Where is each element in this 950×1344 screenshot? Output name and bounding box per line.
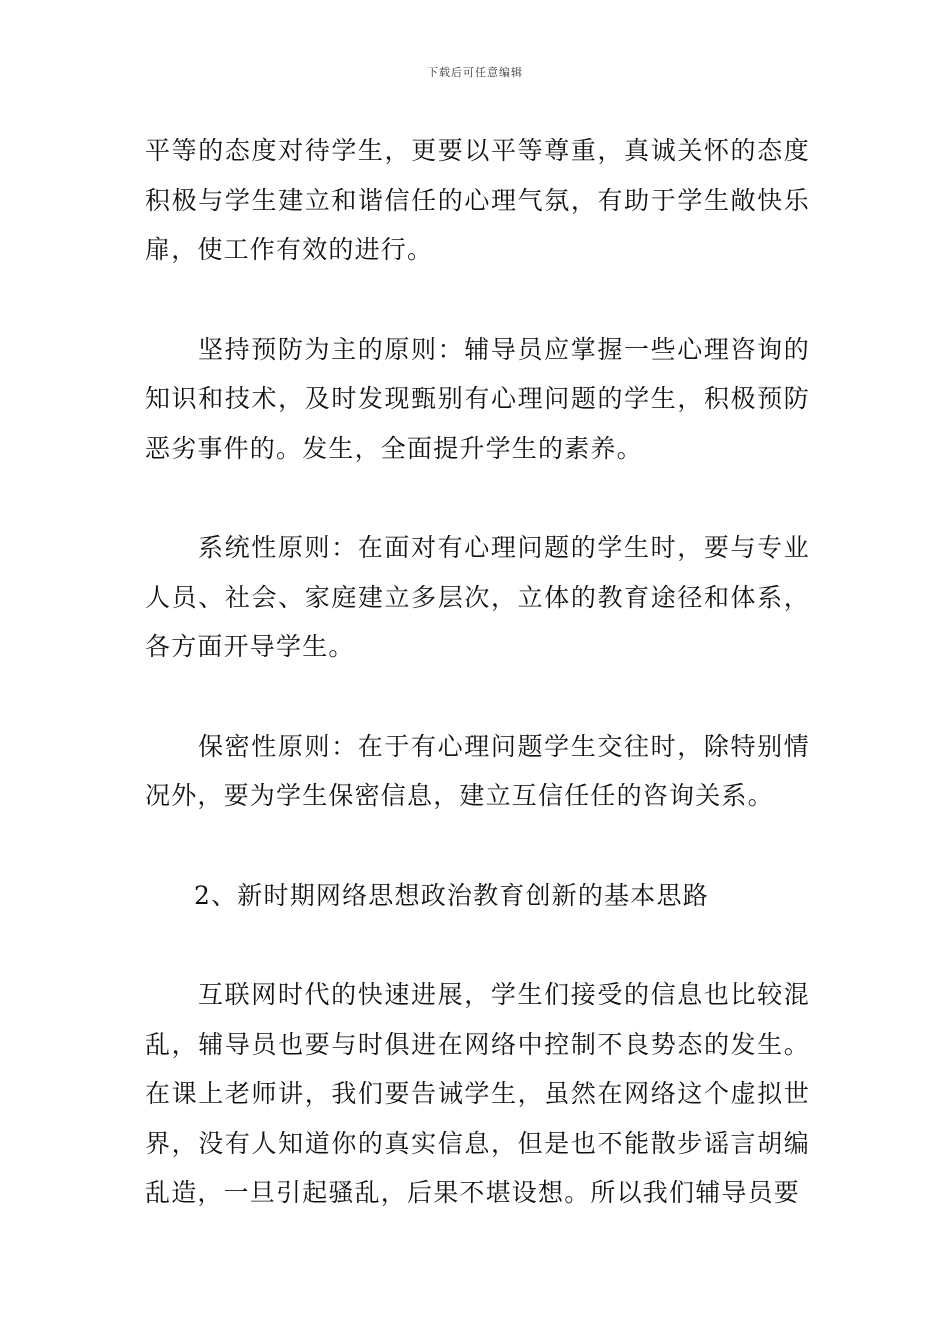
document-body xyxy=(145,126,810,1268)
paragraph-prevention-principle: 坚持预防为主的原则：辅导员应掌握一些心理咨询的知识和技术，及时发现甄别有心理问题的学生，积极预防恶劣事件的。发生，全面提升学生的素养。 xyxy=(145,334,810,463)
section-heading: 2、新时期网络思想政治教育创新的基本思路 xyxy=(194,880,709,910)
paragraph-systematic-principle: 系统性原则：在面对有心理问题的学生时，要与专业人员、社会、家庭建立多层次，立体的教育途径和体系，各方面开导学生。 xyxy=(145,533,810,661)
paragraph-continued: 平等的态度对待学生，更要以平等尊重，真诚关怀的态度积极与学生建立和谐信任的心理气氛，有助于学生敞快乐扉，使工作有效的进行。 xyxy=(145,136,810,264)
paragraph-confidentiality-principle: 保密性原则：在于有心理问题学生交往时，除特别情况外，要为学生保密信息，建立互信任任的咨询关系。 xyxy=(145,731,810,810)
paragraph-internet-era: 互联网时代的快速进展，学生们接受的信息也比较混乱，辅导员也要与时俱进在网络中控制不良势态的发生。在课上老师讲，我们要告诫学生，虽然在网络这个虚拟世界，没有人知道你的真实信息，但是也不能散步谣言胡编乱造，一旦引起骚乱，后果不堪设想。所以我们辅导员要 xyxy=(145,980,810,1207)
page-header: 下载后可任意编辑 xyxy=(427,66,523,79)
